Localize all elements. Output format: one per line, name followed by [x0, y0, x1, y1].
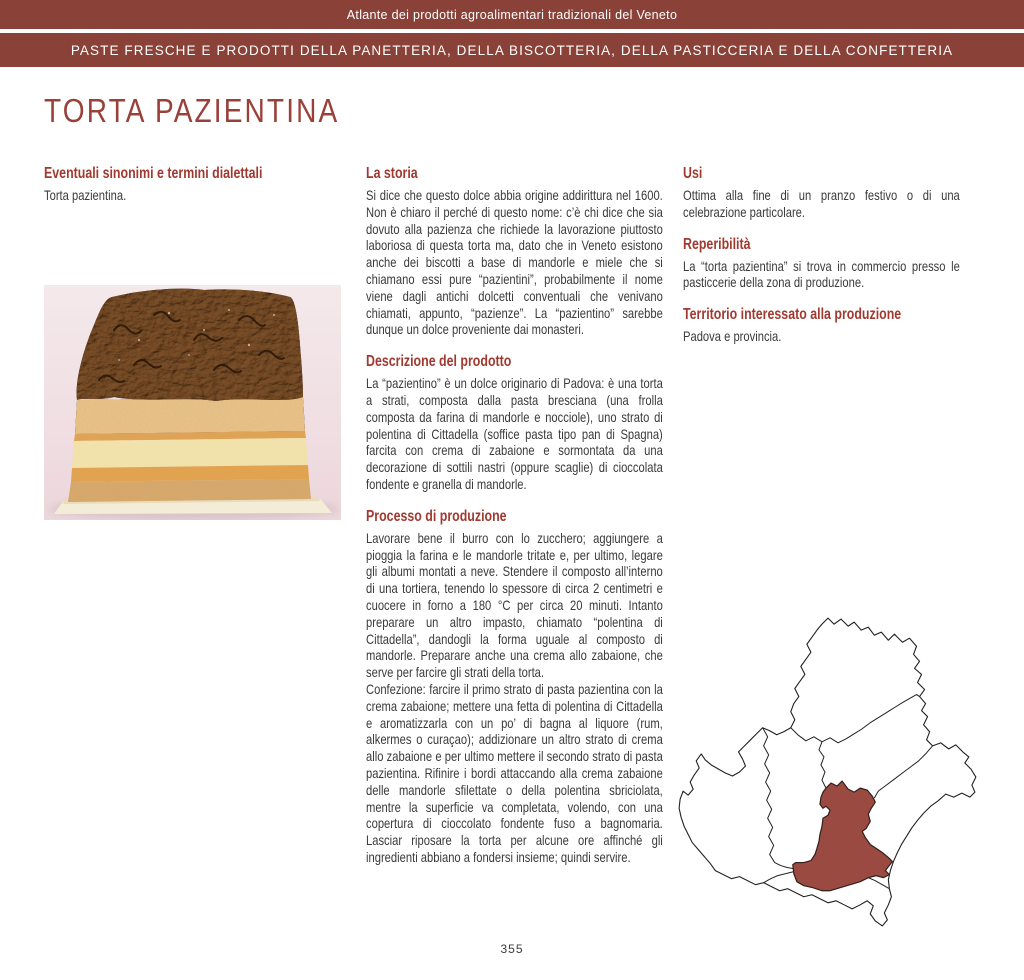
cake-photo-illustration [44, 285, 341, 520]
usi-body: Ottima alla fine di un pranzo festivo o di una celebrazione particolare. [683, 187, 960, 220]
descrizione-body: La “pazientino” è un dolce originario di Padova: è una torta a strati, composta dalla pasta bresciana (una frolla composta da farina di mandorle e nocciole), uno strato di polentina di Cittadella (soffice pasta tipo pan di Spagna) farcita con crema di zabaione e sormontata da una decorazione di sottili nastri (oppure scaglie) di cioccolata fondente e granella di mandorle. [366, 375, 663, 492]
reperibilita-heading: Reperibilità [683, 235, 751, 253]
storia-heading: La storia [366, 165, 418, 182]
chapter-title: PASTE FRESCHE E PRODOTTI DELLA PANETTERIA, DELLA BISCOTTERIA, DELLA PASTICCERIA E DELLA CONFETTERIA [70, 42, 954, 58]
column-right [683, 164, 960, 345]
storia-body: Si dice che questo dolce abbia origine addirittura nel 1600. Non è chiaro il perché di questo nome: c’è chi dice che sia dovuto alla pazienza che richiede la lavorazione piuttosto laboriosa di questa torta ma, dato che in Veneto esistono anche dei biscotti a base di mandorle e miele che si chiamano essi pure “pazientini”, probabilmente il nome viene dagli antichi dolcetti conventuali che venivano chiamati, appunto, “pazienze”. La “pazientino” sarebbe dunque un dolce proveniente dai monasteri. [366, 187, 663, 338]
page-number: 355 [500, 942, 524, 956]
reperibilita-body: La “torta pazientina” si trova in commercio presso le pasticcerie della zona di produzione. [683, 257, 960, 291]
book-title: Atlante dei prodotti agroalimentari tradizionali del Veneto [346, 7, 678, 22]
territorio-body: Padova e provincia. [683, 328, 782, 345]
chapter-banner [0, 33, 1024, 67]
synonyms-heading: Eventuali sinonimi e termini dialettali [44, 165, 263, 182]
processo-body-2: Confezione: farcire il primo strato di pasta pazientina con la crema zabaione; mettere una fetta di polentina di Cittadella e aromatizzarla con un po’ di bagna al liquore (rum, alkermes o curaçao); addizionare un altro strato di crema allo zabaione e per ultimo mettere il secondo strato di pasta pazientina. Rifinire i bordi attaccando alla crema zabaione delle mandorle sfilettate o della polentina sbriciolata, mentre la superficie va completata, volendo, con una copertura di cioccolato fondente fuso a bagnomaria. Lasciar riposare la torta per alcune ore affinché gli ingredienti abbiano a fondersi insieme; quindi servire. [366, 680, 663, 865]
column-middle [366, 164, 663, 866]
descrizione-heading: Descrizione del prodotto [366, 353, 512, 371]
processo-heading: Processo di produzione [366, 507, 507, 525]
processo-body-1: Lavorare bene il burro con lo zucchero; aggiungere a pioggia la farina e le mandorle tritate e, per ultimo, legare gli albumi montati a neve. Stendere il composto all’interno di una tortiera, tenendo lo spessore di circa 2 centimetri e cuocere in forno a 180 °C per circa 20 minuti. Intanto preparare un altro impasto, chiamato “polentina di Cittadella”, dandogli la forma uguale al composto di mandorle. Preparare anche una crema allo zabaione, che serve per farcire gli strati della torta. [366, 529, 663, 681]
veneto-map-illustration [676, 604, 980, 936]
usi-heading: Usi [683, 165, 703, 182]
territorio-heading: Territorio interessato alla produzione [683, 306, 902, 324]
veneto-map [676, 604, 980, 936]
product-photo [44, 285, 341, 520]
page-title: TORTA PAZIENTINA [44, 92, 340, 129]
synonyms-body: Torta pazientina. [44, 187, 127, 203]
column-left [44, 164, 342, 204]
book-title-band [0, 0, 1024, 29]
